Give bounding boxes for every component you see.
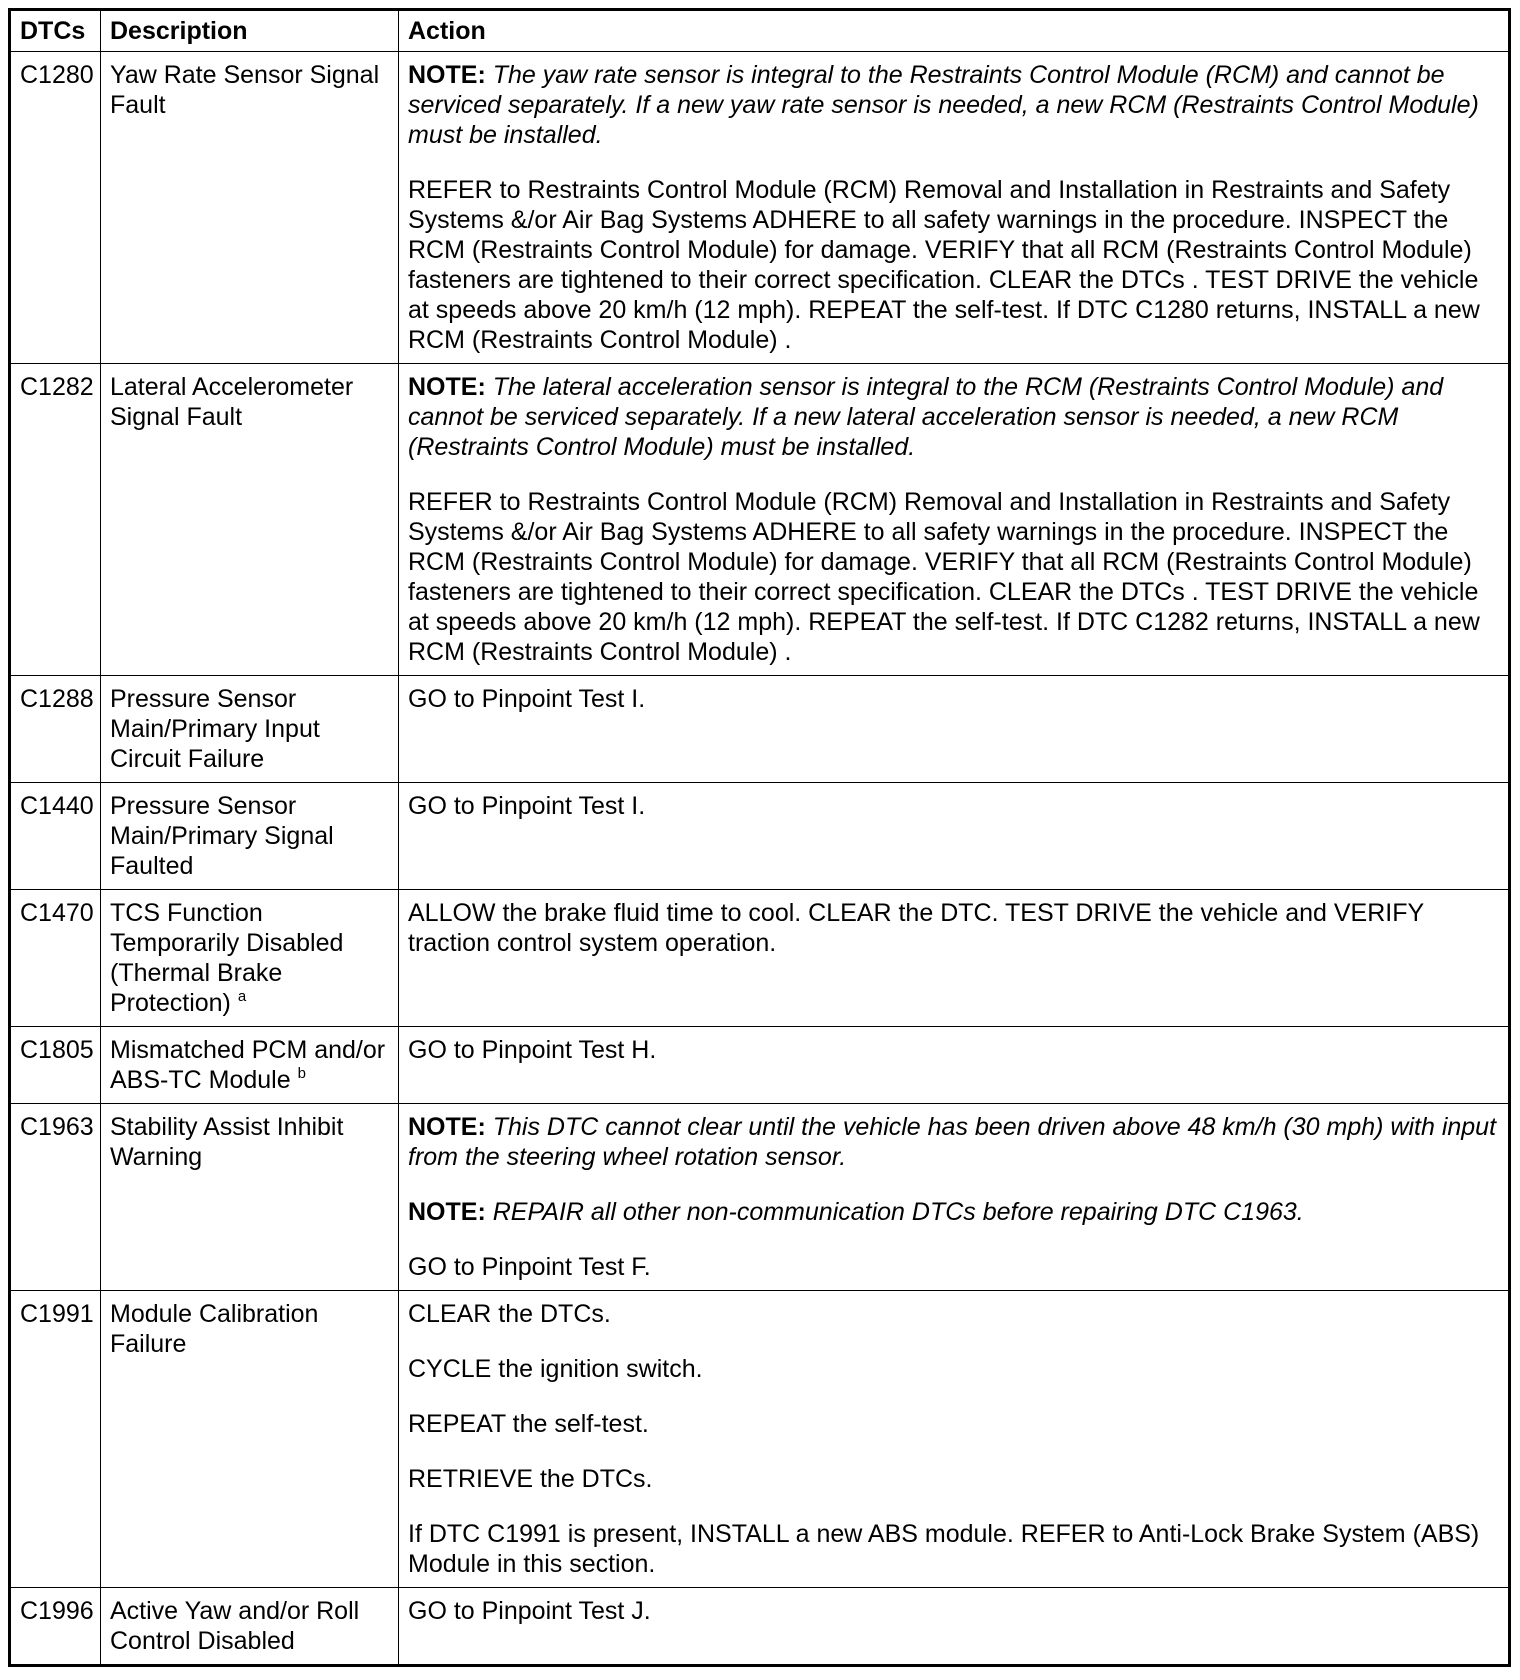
dtc-document [8,8,1508,1667]
dtc-description-cell [101,1027,399,1104]
dtc-description-cell [101,364,399,676]
action-text: GO to Pinpoint Test J. [408,1597,651,1625]
action-text: CYCLE the ignition switch. [408,1355,703,1383]
dtc-description: Module Calibration Failure [110,1300,319,1358]
dtc-code: C1963 [10,1104,101,1291]
action-paragraph [408,791,1499,821]
table-row [10,676,1510,783]
note-label: NOTE: [408,373,486,401]
action-text: REPEAT the self-test. [408,1410,649,1438]
action-text: RETRIEVE the DTCs. [408,1465,653,1493]
note-text: REPAIR all other non-communication DTCs before repairing DTC C1963. [492,1198,1304,1226]
dtc-action-cell [399,783,1510,890]
table-row [10,1104,1510,1291]
dtc-code: C1996 [10,1588,101,1666]
note-label: NOTE: [408,1198,486,1226]
dtc-action-cell [399,1027,1510,1104]
table-row [10,52,1510,364]
dtc-code: C1805 [10,1027,101,1104]
table-row [10,1291,1510,1588]
dtc-description: Mismatched PCM and/or ABS-TC Module [110,1036,386,1094]
dtc-description: Pressure Sensor Main/Primary Signal Faulted [110,792,334,880]
action-paragraph [408,1035,1499,1065]
dtc-code: C1440 [10,783,101,890]
dtc-description-cell [101,1104,399,1291]
action-paragraph [408,1354,1499,1384]
dtc-action-cell [399,1588,1510,1666]
action-paragraph [408,1299,1499,1329]
note-text: The lateral acceleration sensor is integral to the RCM (Restraints Control Module) and cannot be serviced separately. If a new lateral acceleration sensor is needed, a new RCM (Restraints Control Module) must be installed. [408,373,1444,461]
action-paragraph [408,1252,1499,1282]
header-action: Action [399,10,1510,52]
action-paragraph [408,1409,1499,1439]
dtc-description-cell [101,783,399,890]
note-paragraph [408,1112,1499,1172]
dtc-description-cell [101,1588,399,1666]
note-paragraph [408,372,1499,462]
dtc-description-cell [101,676,399,783]
action-paragraph [408,1464,1499,1494]
dtc-description: Active Yaw and/or Roll Control Disabled [110,1597,360,1655]
table-row [10,1027,1510,1104]
dtc-code: C1991 [10,1291,101,1588]
footnote-marker: b [297,1065,306,1082]
note-label: NOTE: [408,61,486,89]
dtc-description: Yaw Rate Sensor Signal Fault [110,61,380,119]
dtc-description-cell [101,890,399,1027]
action-paragraph [408,1596,1499,1626]
note-paragraph [408,60,1499,150]
action-text: REFER to Restraints Control Module (RCM) Removal and Installation in Restraints and Safety Systems &/or Air Bag Systems ADHERE to all safety warnings in the procedure. INSPECT the RCM (Restraints Control Module) for damage. VERIFY that all RCM (Restraints Control Module) fasteners are tightened to their correct specification. CLEAR the DTCs . TEST DRIVE the vehicle at speeds above 20 km/h (12 mph). REPEAT the self-test. If DTC C1280 returns, INSTALL a new RCM (Restraints Control Module) . [408,176,1480,354]
action-text: GO to Pinpoint Test F. [408,1253,651,1281]
table-body [10,52,1510,1666]
dtc-table [8,8,1511,1667]
footnote-marker: a [237,988,247,1005]
dtc-description: Lateral Accelerometer Signal Fault [110,373,354,431]
action-paragraph [408,684,1499,714]
dtc-action-cell [399,52,1510,364]
dtc-action-cell [399,890,1510,1027]
note-text: The yaw rate sensor is integral to the Restraints Control Module (RCM) and cannot be serviced separately. If a new yaw rate sensor is needed, a new RCM (Restraints Control Module) must be installed. [408,61,1479,149]
header-description: Description [101,10,399,52]
table-row [10,783,1510,890]
action-text: ALLOW the brake fluid time to cool. CLEAR the DTC. TEST DRIVE the vehicle and VERIFY traction control system operation. [408,899,1424,957]
action-text: CLEAR the DTCs. [408,1300,611,1328]
dtc-code: C1288 [10,676,101,783]
dtc-action-cell [399,1104,1510,1291]
dtc-description-cell [101,1291,399,1588]
dtc-action-cell [399,676,1510,783]
table-row [10,890,1510,1027]
action-text: GO to Pinpoint Test H. [408,1036,657,1064]
action-text: GO to Pinpoint Test I. [408,792,646,820]
header-dtcs: DTCs [10,10,101,52]
action-paragraph [408,898,1499,958]
dtc-action-cell [399,1291,1510,1588]
table-header-row [10,10,1510,52]
dtc-description: Pressure Sensor Main/Primary Input Circuit Failure [110,685,320,773]
table-row [10,1588,1510,1666]
note-paragraph [408,1197,1499,1227]
dtc-code: C1280 [10,52,101,364]
note-label: NOTE: [408,1113,486,1141]
action-text: If DTC C1991 is present, INSTALL a new ABS module. REFER to Anti-Lock Brake System (ABS) Module in this section. [408,1520,1480,1578]
table-row [10,364,1510,676]
note-text: This DTC cannot clear until the vehicle has been driven above 48 km/h (30 mph) with input from the steering wheel rotation sensor. [408,1113,1497,1171]
dtc-description: Stability Assist Inhibit Warning [110,1113,344,1171]
dtc-code: C1282 [10,364,101,676]
dtc-description-cell [101,52,399,364]
action-paragraph [408,175,1499,355]
dtc-code: C1470 [10,890,101,1027]
action-text: REFER to Restraints Control Module (RCM) Removal and Installation in Restraints and Safety Systems &/or Air Bag Systems ADHERE to all safety warnings in the procedure. INSPECT the RCM (Restraints Control Module) for damage. VERIFY that all RCM (Restraints Control Module) fasteners are tightened to their correct specification. CLEAR the DTCs . TEST DRIVE the vehicle at speeds above 20 km/h (12 mph). REPEAT the self-test. If DTC C1282 returns, INSTALL a new RCM (Restraints Control Module) . [408,488,1480,666]
action-paragraph [408,487,1499,667]
dtc-action-cell [399,364,1510,676]
dtc-description: TCS Function Temporarily Disabled (Thermal Brake Protection) [110,899,344,1017]
action-text: GO to Pinpoint Test I. [408,685,646,713]
action-paragraph [408,1519,1499,1579]
